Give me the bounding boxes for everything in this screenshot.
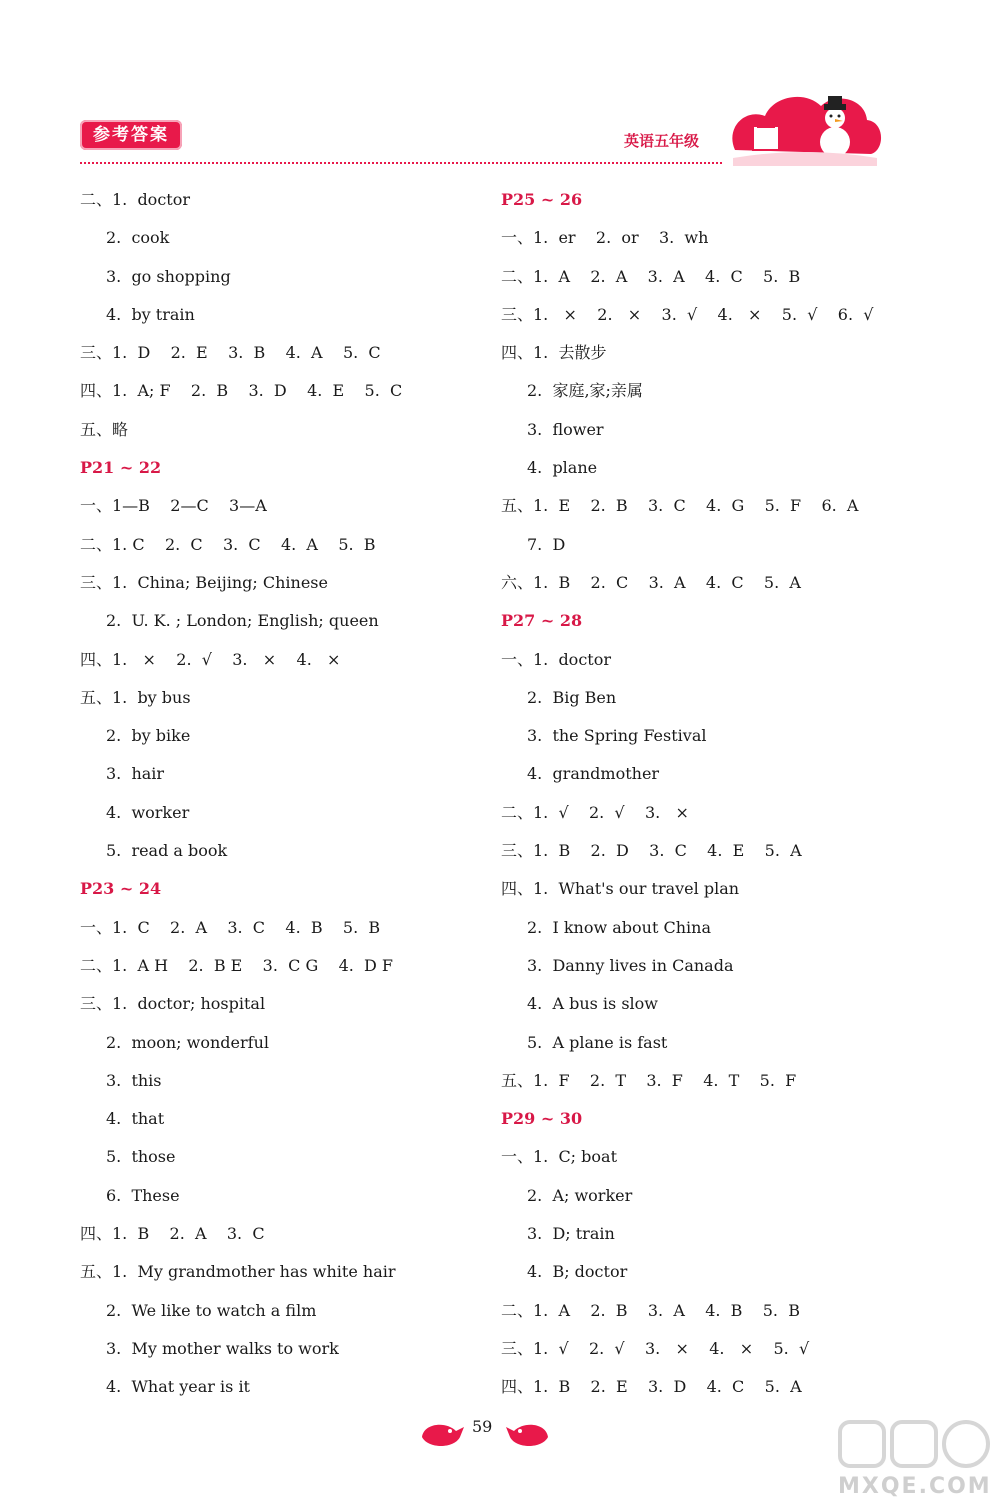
answer-line: 4. A bus is slow	[527, 994, 658, 1014]
header-divider	[80, 162, 722, 164]
answer-line: 4. that	[106, 1109, 165, 1129]
answer-line: 一、1. doctor	[501, 649, 611, 669]
snowman-decoration-icon	[725, 88, 885, 168]
answer-line: 2. I know about China	[527, 917, 711, 937]
answer-line: 2. U. K. ; London; English; queen	[106, 611, 379, 631]
page-range-heading: P23 ~ 24	[80, 879, 162, 899]
answer-line: 2. We like to watch a film	[106, 1300, 317, 1320]
answer-line: 一、1. er 2. or 3. wh	[501, 228, 709, 248]
answer-line: 三、1. B 2. D 3. C 4. E 5. A	[501, 841, 802, 861]
answer-line: 4. worker	[106, 802, 190, 822]
answer-line: 六、1. B 2. C 3. A 4. C 5. A	[501, 572, 801, 592]
page-range-heading: P21 ~ 22	[80, 458, 162, 478]
page-number: 59	[472, 1417, 493, 1436]
answer-line: 三、1. D 2. E 3. B 4. A 5. C	[80, 343, 381, 363]
answer-line: 二、1. A 2. B 3. A 4. B 5. B	[501, 1300, 800, 1320]
answer-line: 四、1. A; F 2. B 3. D 4. E 5. C	[80, 381, 403, 401]
answer-line: 3. go shopping	[106, 266, 231, 286]
answer-line: 二、1. A 2. A 3. A 4. C 5. B	[501, 266, 801, 286]
answer-line: 3. D; train	[527, 1224, 615, 1244]
grade-label: 英语五年级	[624, 132, 700, 150]
answer-line: 一、1—B 2—C 3—A	[80, 496, 267, 516]
answer-line: 四、1. B 2. A 3. C	[80, 1224, 265, 1244]
page-range-heading: P25 ~ 26	[501, 190, 583, 209]
answer-line: 四、1. × 2. √ 3. × 4. ×	[80, 649, 341, 669]
answer-line: 二、1. C 2. C 3. C 4. A 5. B	[80, 534, 376, 554]
watermark-text: MXQE.COM	[838, 1474, 992, 1499]
answer-line: 三、1. doctor; hospital	[80, 994, 266, 1014]
answer-line: 6. These	[106, 1185, 180, 1205]
answer-line: 四、1. B 2. E 3. D 4. C 5. A	[501, 1377, 802, 1397]
page-range-heading: P27 ~ 28	[501, 611, 583, 631]
left-column	[80, 181, 480, 1407]
answer-line: 4. B; doctor	[527, 1262, 628, 1282]
answer-line: 4. by train	[106, 304, 195, 324]
answer-line: 五、1. F 2. T 3. F 4. T 5. F	[501, 1070, 797, 1090]
answer-line: 四、1. 去散步	[501, 343, 607, 363]
answer-line: 2. cook	[106, 228, 170, 248]
answer-line: 5. read a book	[106, 841, 228, 861]
answer-line: 五、1. E 2. B 3. C 4. G 5. F 6. A	[501, 496, 859, 516]
answer-line: 4. What year is it	[106, 1377, 250, 1397]
answer-line: 5. those	[106, 1147, 176, 1167]
answer-line: 一、1. C 2. A 3. C 4. B 5. B	[80, 917, 381, 937]
answer-line: 3. this	[106, 1070, 162, 1090]
answer-line: 五、略	[80, 419, 129, 439]
right-column	[501, 181, 921, 1407]
answer-line: 2. moon; wonderful	[106, 1032, 269, 1052]
answer-line: 二、1. doctor	[80, 190, 190, 209]
answer-line: 2. by bike	[106, 726, 191, 746]
answer-line: 4. grandmother	[527, 764, 660, 784]
answer-line: 4. plane	[527, 458, 598, 478]
answer-line: 3. flower	[527, 419, 604, 439]
answer-line: 2. A; worker	[527, 1185, 633, 1205]
answer-line: 5. A plane is fast	[527, 1032, 668, 1052]
answer-line: 三、1. √ 2. √ 3. × 4. × 5. √	[501, 1338, 810, 1358]
answer-line: 三、1. China; Beijing; Chinese	[80, 572, 328, 592]
answer-line: 三、1. × 2. × 3. √ 4. × 5. √ 6. √	[501, 304, 874, 324]
answer-line: 2. Big Ben	[527, 687, 617, 707]
page-range-heading: P29 ~ 30	[501, 1109, 583, 1129]
answer-line: 四、1. What's our travel plan	[501, 879, 740, 899]
answer-line: 7. D	[527, 534, 566, 554]
answer-line: 二、1. √ 2. √ 3. ×	[501, 802, 689, 822]
answer-line: 2. 家庭,家;亲属	[527, 381, 643, 401]
answer-line: 五、1. by bus	[80, 687, 191, 707]
answer-key-badge: 参考答案	[80, 120, 182, 150]
answer-line: 一、1. C; boat	[501, 1147, 618, 1167]
answer-line: 3. hair	[106, 764, 165, 784]
answer-line: 二、1. A H 2. B E 3. C G 4. D F	[80, 955, 394, 975]
answer-line: 3. the Spring Festival	[527, 726, 707, 746]
answer-line: 3. My mother walks to work	[106, 1338, 339, 1358]
answer-line: 五、1. My grandmother has white hair	[80, 1262, 396, 1282]
answer-line: 3. Danny lives in Canada	[527, 955, 734, 975]
